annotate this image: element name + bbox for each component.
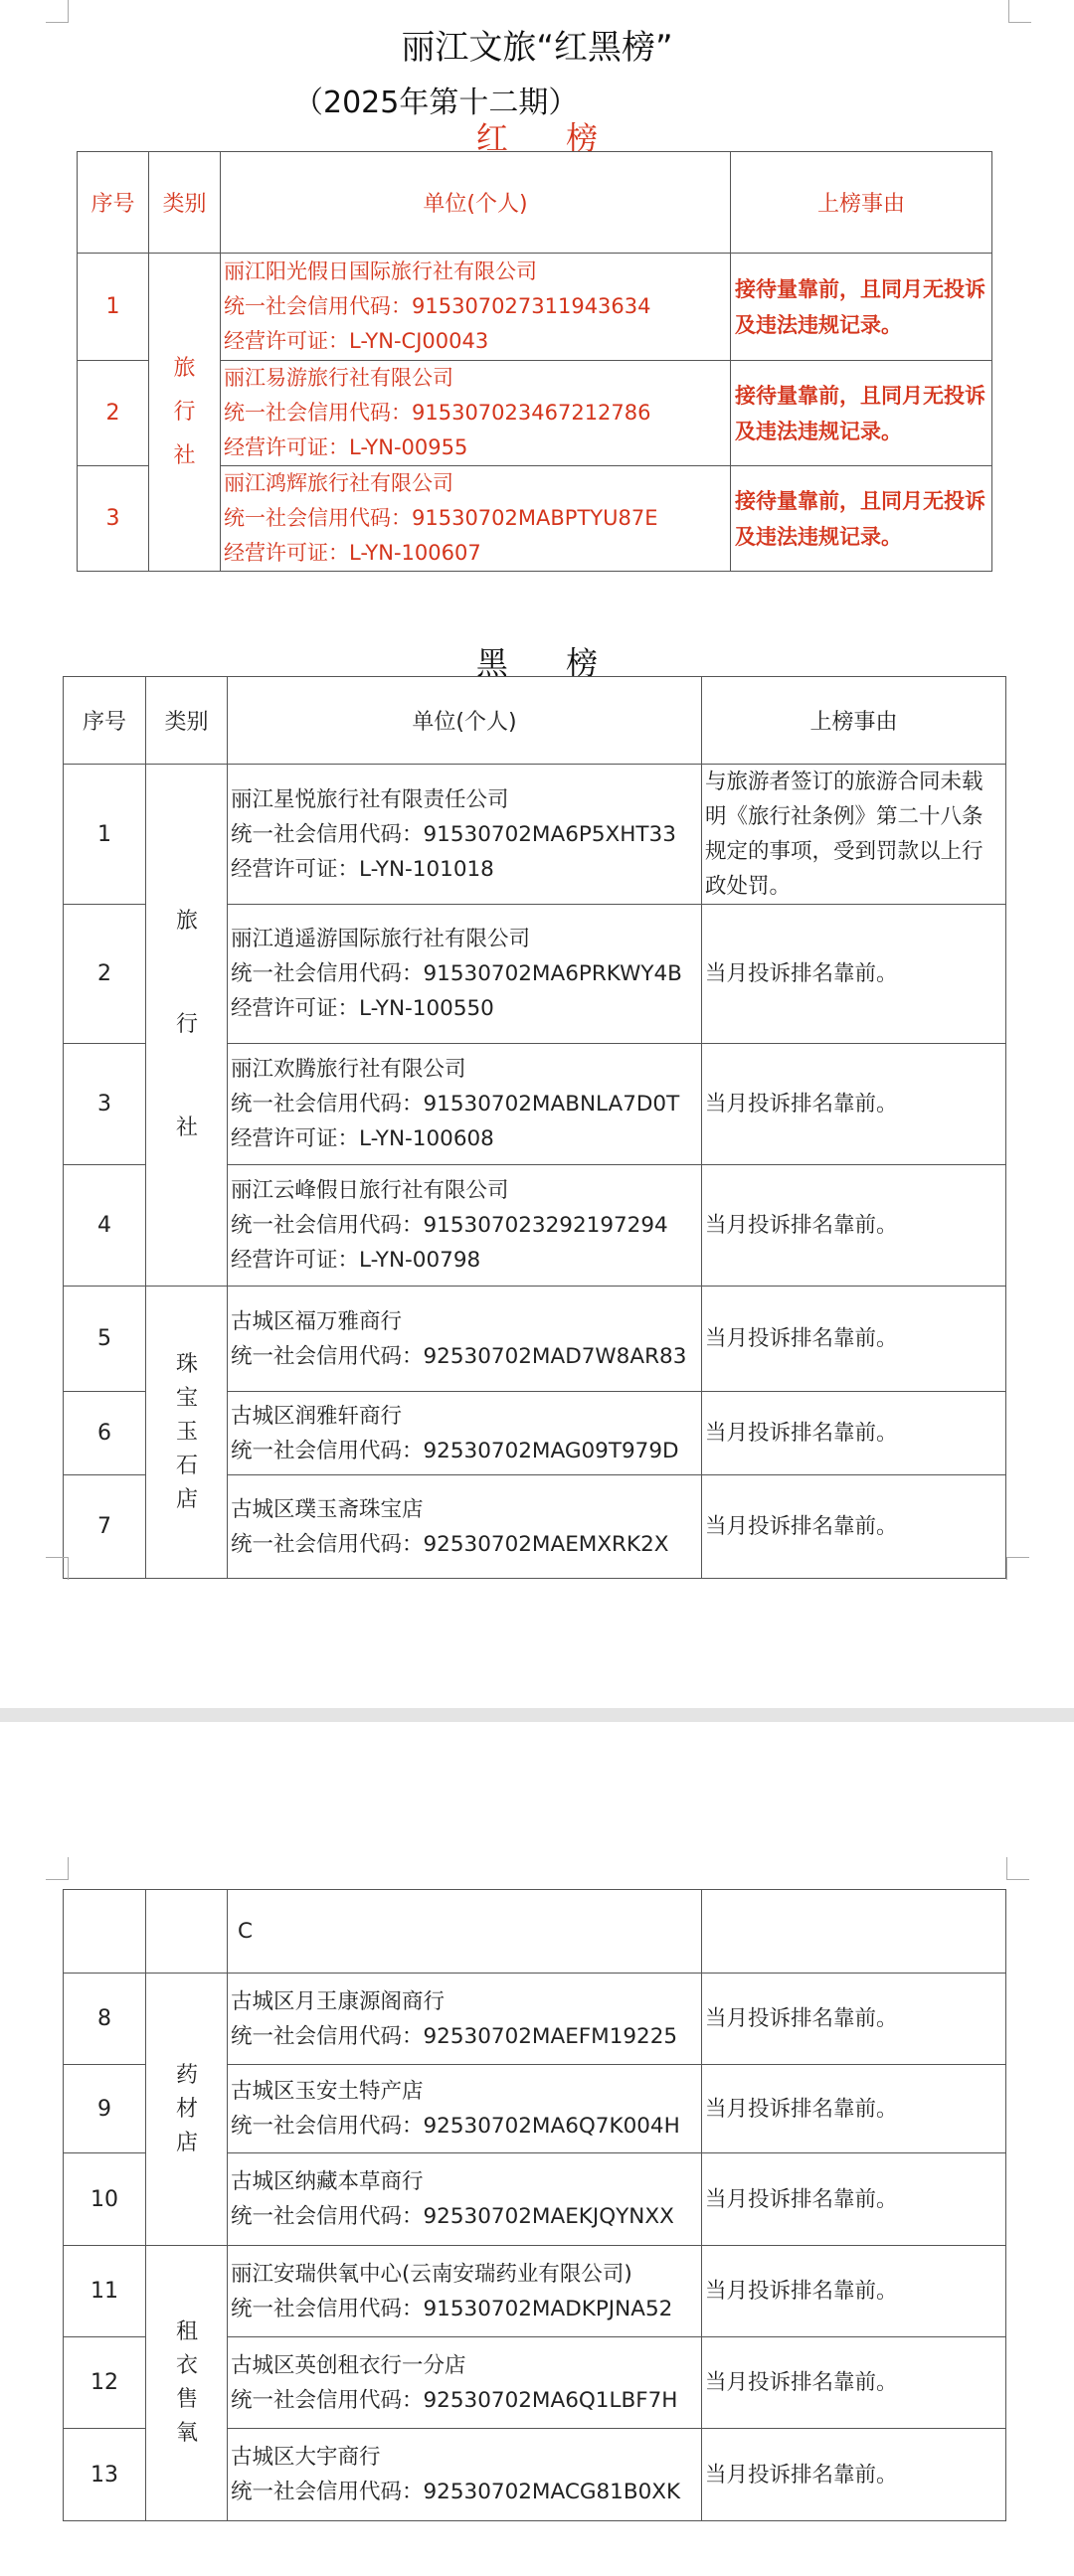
red-list-heading: 红 榜 bbox=[475, 119, 623, 157]
reason-cell: 当月投诉排名靠前。 bbox=[702, 1287, 1006, 1392]
unit-name: 丽江欢腾旅行社有限公司 bbox=[231, 1057, 466, 1082]
unit-cell bbox=[228, 2246, 702, 2337]
crop-mark bbox=[1006, 1857, 1029, 1880]
unit-cell bbox=[221, 361, 731, 466]
page-break bbox=[0, 1708, 1074, 1722]
unit-name: 古城区玉安土特产店 bbox=[231, 2079, 424, 2104]
row-number: 5 bbox=[64, 1287, 146, 1392]
issue-subtitle: （2025年第十二期） bbox=[293, 86, 579, 120]
column-header: 类别 bbox=[146, 677, 228, 765]
page-title: 丽江文旅“红黑榜” bbox=[401, 28, 673, 68]
unit-cell bbox=[228, 2153, 702, 2246]
crop-mark bbox=[46, 1557, 69, 1580]
row-number: 1 bbox=[64, 765, 146, 905]
credit-code: 统一社会信用代码：92530702MAEKJQYNXX bbox=[231, 2204, 674, 2229]
credit-code: 统一社会信用代码：91530702MABPTYU87E bbox=[224, 506, 658, 530]
table-row bbox=[78, 254, 992, 361]
unit-name: 丽江易游旅行社有限公司 bbox=[224, 366, 453, 390]
unit-name: 丽江星悦旅行社有限责任公司 bbox=[231, 786, 509, 812]
reason-cell: 当月投诉排名靠前。 bbox=[702, 905, 1006, 1044]
table-header-row bbox=[78, 152, 992, 254]
unit-cell bbox=[228, 2337, 702, 2429]
unit-cell bbox=[228, 1974, 702, 2065]
unit-name: 古城区月王康源阁商行 bbox=[231, 1988, 446, 2014]
reason-cell: 当月投诉排名靠前。 bbox=[702, 2337, 1006, 2429]
header-cell bbox=[228, 1890, 702, 1974]
unit-name: 古城区纳藏本草商行 bbox=[231, 2169, 424, 2194]
empty-cell bbox=[146, 1890, 228, 1974]
column-header: 序号 bbox=[78, 152, 149, 254]
row-number: 3 bbox=[64, 1044, 146, 1165]
credit-code: 统一社会信用代码：92530702MACG81B0XK bbox=[231, 2480, 681, 2504]
credit-code: 统一社会信用代码：91530702MA6P5XHT33 bbox=[231, 821, 676, 847]
table-row bbox=[64, 2246, 1006, 2337]
reason-cell: 当月投诉排名靠前。 bbox=[702, 2429, 1006, 2521]
reason-cell: 当月投诉排名靠前。 bbox=[702, 1974, 1006, 2065]
credit-code: 统一社会信用代码：92530702MA6Q7K004H bbox=[231, 2114, 680, 2139]
credit-code: 统一社会信用代码：915307023467212786 bbox=[224, 401, 651, 425]
row-number: 13 bbox=[64, 2429, 146, 2521]
unit-cell bbox=[228, 1392, 702, 1475]
row-number: 9 bbox=[64, 2065, 146, 2153]
reason-cell: 当月投诉排名靠前。 bbox=[702, 1475, 1006, 1579]
row-number: 4 bbox=[64, 1165, 146, 1287]
credit-code: 统一社会信用代码：92530702MA6Q1LBF7H bbox=[231, 2387, 678, 2413]
credit-code: 统一社会信用代码：915307023292197294 bbox=[231, 1213, 668, 1238]
black-list-heading: 黑 榜 bbox=[475, 644, 623, 682]
category-cell bbox=[146, 1974, 228, 2246]
reason-cell: 与旅游者签订的旅游合同未载明《旅行社条例》第二十八条规定的事项，受到罚款以上行政处罚。 bbox=[702, 765, 1006, 905]
license-number: 经营许可证：L-YN-CJ00043 bbox=[224, 329, 489, 353]
column-header: 序号 bbox=[64, 677, 146, 765]
column-header: 类别 bbox=[149, 152, 221, 254]
unit-cell bbox=[228, 1044, 702, 1165]
empty-cell bbox=[702, 1890, 1006, 1974]
row-number: 8 bbox=[64, 1974, 146, 2065]
unit-cell bbox=[228, 1287, 702, 1392]
reason-cell: 接待量靠前，且同月无投诉及违法违规记录。 bbox=[731, 466, 992, 572]
table-header-row bbox=[64, 677, 1006, 765]
table-row bbox=[64, 1287, 1006, 1392]
reason-cell: 当月投诉排名靠前。 bbox=[702, 2246, 1006, 2337]
unit-name: 丽江云峰假日旅行社有限公司 bbox=[231, 1178, 509, 1203]
unit-name: 古城区英创租衣行一分店 bbox=[231, 2352, 466, 2378]
credit-code: 统一社会信用代码：91530702MA6PRKWY4B bbox=[231, 961, 682, 986]
unit-name: 古城区大宇商行 bbox=[231, 2445, 381, 2470]
row-number: 3 bbox=[78, 466, 149, 572]
credit-code: 统一社会信用代码：92530702MAD7W8AR83 bbox=[231, 1343, 687, 1369]
license-number: 经营许可证：L-YN-00798 bbox=[231, 1248, 481, 1273]
credit-code: 统一社会信用代码：91530702MADKPJNA52 bbox=[231, 2296, 673, 2321]
row-number: 6 bbox=[64, 1392, 146, 1475]
unit-cell bbox=[221, 254, 731, 361]
unit-cell bbox=[228, 765, 702, 905]
row-number: 1 bbox=[78, 254, 149, 361]
red-list-table bbox=[77, 151, 992, 572]
license-number: 经营许可证：L-YN-100608 bbox=[231, 1126, 494, 1151]
unit-cell bbox=[221, 466, 731, 572]
category-cell bbox=[149, 254, 221, 572]
category-cell bbox=[146, 2246, 228, 2521]
table-row bbox=[64, 1974, 1006, 2065]
reason-cell: 当月投诉排名靠前。 bbox=[702, 1392, 1006, 1475]
unit-cell bbox=[228, 905, 702, 1044]
crop-mark bbox=[1006, 1557, 1029, 1580]
unit-cell bbox=[228, 1475, 702, 1579]
column-header: 上榜事由 bbox=[702, 677, 1006, 765]
row-number: 7 bbox=[64, 1475, 146, 1579]
reason-cell: 当月投诉排名靠前。 bbox=[702, 1044, 1006, 1165]
reason-cell: 当月投诉排名靠前。 bbox=[702, 2153, 1006, 2246]
category-cell bbox=[146, 765, 228, 1287]
row-number: 12 bbox=[64, 2337, 146, 2429]
reason-cell: 接待量靠前，且同月无投诉及违法违规记录。 bbox=[731, 361, 992, 466]
category-cell bbox=[146, 1287, 228, 1579]
license-number: 经营许可证：L-YN-100607 bbox=[224, 541, 481, 565]
column-header: 单位(个人) bbox=[221, 152, 731, 254]
credit-code: 统一社会信用代码：915307027311943634 bbox=[224, 294, 651, 318]
unit-name: 古城区福万雅商行 bbox=[231, 1308, 403, 1334]
unit-name: 丽江逍遥游国际旅行社有限公司 bbox=[231, 927, 531, 951]
empty-cell bbox=[64, 1890, 146, 1974]
reason-cell: 当月投诉排名靠前。 bbox=[702, 2065, 1006, 2153]
category-label: 旅行社 bbox=[173, 355, 196, 468]
unit-cell bbox=[228, 1165, 702, 1287]
unit-name: 古城区璞玉斋珠宝店 bbox=[231, 1496, 424, 1522]
table-header-row bbox=[64, 1890, 1006, 1974]
black-list-table-continued bbox=[63, 1889, 1006, 2521]
category-label: 旅行社 bbox=[176, 909, 199, 1140]
credit-code: 统一社会信用代码：92530702MAEFM19225 bbox=[231, 2023, 678, 2049]
category-label: 药材店 bbox=[176, 2062, 199, 2155]
unit-cell bbox=[228, 2429, 702, 2521]
license-number: 经营许可证：L-YN-101018 bbox=[231, 856, 494, 882]
unit-name: 丽江鸿辉旅行社有限公司 bbox=[224, 471, 453, 495]
credit-code: 统一社会信用代码：92530702MAG09T979D bbox=[231, 1438, 679, 1463]
column-header: 上榜事由 bbox=[731, 152, 992, 254]
license-number: 经营许可证：L-YN-00955 bbox=[224, 435, 468, 459]
license-number: 经营许可证：L-YN-100550 bbox=[231, 996, 494, 1021]
column-header: 单位(个人) bbox=[228, 677, 702, 765]
row-number: 2 bbox=[64, 905, 146, 1044]
unit-cell bbox=[228, 2065, 702, 2153]
row-number: 11 bbox=[64, 2246, 146, 2337]
category-label: 租衣售氧 bbox=[176, 2319, 199, 2446]
credit-code: 统一社会信用代码：92530702MAEMXRK2X bbox=[231, 1531, 669, 1557]
reason-cell: 接待量靠前，且同月无投诉及违法违规记录。 bbox=[731, 254, 992, 361]
row-number: 10 bbox=[64, 2153, 146, 2246]
unit-name: 丽江安瑞供氧中心(云南安瑞药业有限公司) bbox=[231, 2261, 632, 2287]
header-text: C bbox=[238, 1919, 254, 1944]
category-label: 珠宝玉石店 bbox=[176, 1351, 199, 1512]
unit-name: 古城区润雅轩商行 bbox=[231, 1403, 403, 1429]
row-number: 2 bbox=[78, 361, 149, 466]
table-row bbox=[64, 765, 1006, 905]
credit-code: 统一社会信用代码：91530702MABNLA7D0T bbox=[231, 1092, 680, 1116]
unit-name: 丽江阳光假日国际旅行社有限公司 bbox=[224, 259, 537, 283]
black-list-table bbox=[63, 676, 1006, 1579]
reason-cell: 当月投诉排名靠前。 bbox=[702, 1165, 1006, 1287]
crop-mark bbox=[46, 1857, 69, 1880]
